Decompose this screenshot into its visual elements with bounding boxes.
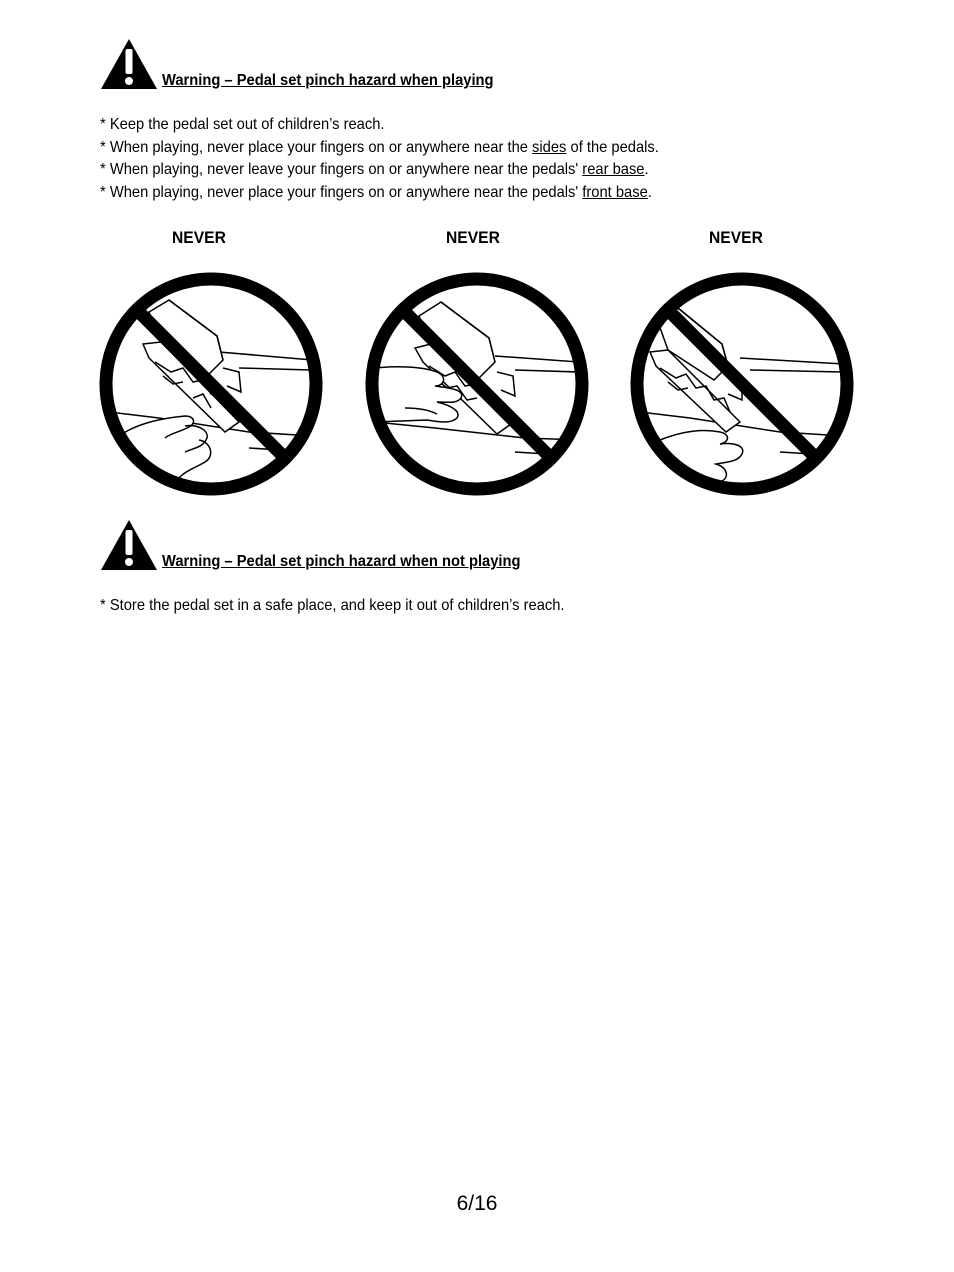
- page-number: 6/16: [456, 1192, 498, 1215]
- never-label-2: NEVER: [446, 228, 500, 247]
- never-label-1: NEVER: [172, 228, 226, 247]
- list-item: * Store the pedal set in a safe place, and keep it out of children’s reach.: [100, 597, 565, 614]
- warning-triangle-icon: [100, 519, 158, 571]
- list-item: * When playing, never leave your fingers on or anywhere near the pedals' rear base.: [100, 161, 649, 179]
- warning-triangle-icon: [100, 38, 158, 90]
- warning-title: Warning – Pedal set pinch hazard when playing: [162, 72, 494, 89]
- list-item: * When playing, never place your fingers on or anywhere near the sides of the pedals.: [100, 138, 659, 156]
- list-item: * Keep the pedal set out of children’s reach.: [100, 116, 385, 133]
- hazard-list-not-playing: [100, 595, 605, 618]
- warning-heading-not-playing: [100, 519, 800, 571]
- warning-heading-playing: [100, 38, 800, 90]
- no-fingers-pedal-rear-icon: [365, 272, 589, 496]
- no-fingers-pedal-side-icon: [99, 272, 323, 496]
- never-label-3: NEVER: [709, 228, 763, 247]
- no-fingers-pedal-front-icon: [630, 272, 854, 496]
- list-item: * When playing, never place your fingers on or anywhere near the pedals' front base.: [100, 183, 652, 201]
- hazard-list-playing: [100, 114, 707, 204]
- warning-title: Warning – Pedal set pinch hazard when not playing: [162, 553, 521, 570]
